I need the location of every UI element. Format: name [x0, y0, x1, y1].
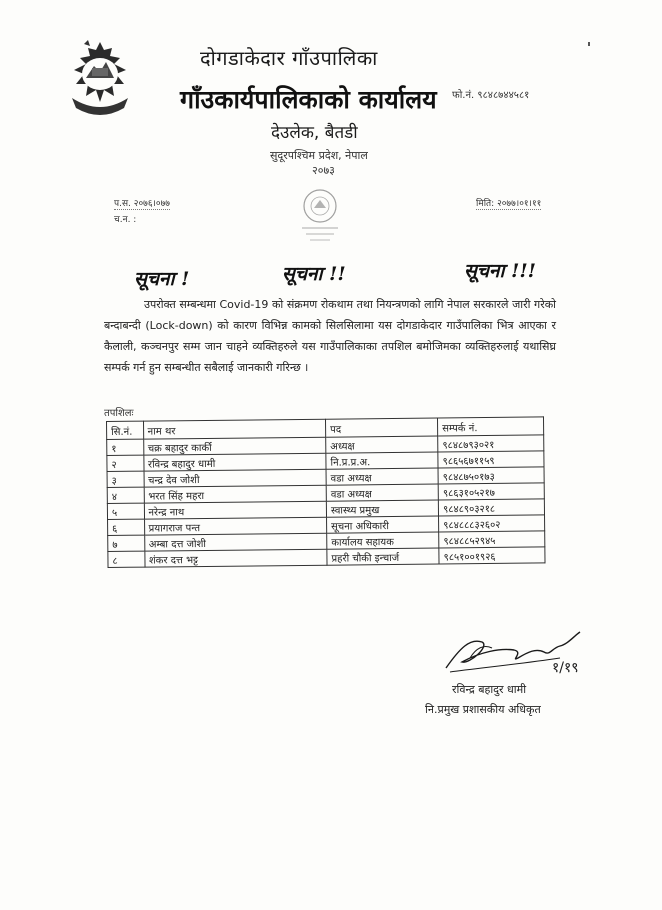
established-year: २०७३ [312, 164, 335, 177]
table-label: तपशिलः [104, 408, 134, 419]
name-cell: प्रयागराज पन्त [144, 517, 327, 535]
header-name: नाम थर [143, 419, 326, 439]
serial-cell: ६ [108, 519, 145, 535]
contact-table [106, 416, 546, 568]
position-cell: वडा अध्यक्ष [326, 468, 438, 485]
serial-cell: ७ [108, 535, 145, 551]
letter-reference-number: प.स. २०७६।०७७ [114, 196, 170, 210]
position-cell: कार्यालय सहायक [327, 532, 439, 549]
position-cell: प्रहरी चौकी इन्चार्ज [327, 548, 439, 565]
office-name: गाँउकार्यपालिकाको कार्यालय [180, 85, 437, 114]
signatory-title: नि.प्रमुख प्रशासकीय अधिकृत [425, 703, 541, 716]
position-cell: स्वास्थ्य प्रमुख [326, 500, 438, 517]
position-cell: सूचना अधिकारी [327, 516, 439, 533]
government-emblem-icon [64, 38, 136, 116]
office-location: देउलेक, बैतडी [271, 123, 358, 143]
serial-cell: ८ [108, 551, 145, 567]
signatory-name: रविन्द्र बहादुर धामी [452, 683, 527, 696]
name-cell: रविन्द्र बहादुर धामी [143, 453, 326, 471]
name-cell: शंकर दत्त भट्ट [144, 549, 327, 567]
dispatch-number: च.न. : [114, 215, 137, 225]
header-position: पद [325, 418, 437, 437]
table-row [108, 547, 545, 568]
name-cell: अम्बा दत्त जोशी [144, 533, 327, 551]
province-name: सुदूरपश्चिम प्रदेश, नेपाल [270, 149, 368, 162]
letter-date: मिति: २०७७।०१।११ [476, 196, 541, 210]
contact-cell: ९८६३१०५२१७ [438, 483, 544, 500]
contact-cell: ९८४८७५०१७३ [438, 467, 544, 484]
office-stamp-icon [290, 184, 350, 248]
position-cell: नि.प्र.प्र.अ. [326, 452, 438, 469]
ink-speck [588, 42, 590, 46]
notice-body-text: उपरोक्त सम्बन्धमा Covid-19 को संक्रमण रोकथाम तथा नियन्त्रणको लागि नेपाल सरकारले जारी गरेको बन्दाबन्दी (Lock-down) को कारण विभिन्न कामको सिलसिलामा यस दोगडाकेदार गाउँपालिका भित्र आएका र कैलाली, कञ्चनपुर सम्म जान चाहने व्यक्तिहरुले यस गाउँपालिकाका तपशिल बमोजिमका व्यक्तिहरुलाई यथासिघ्र सम्पर्क गर्न हुन सम्बन्धीत सबैलाई जानकारी गरिन्छ । [104, 298, 556, 374]
contact-cell: ९८४८९०३२१८ [439, 499, 545, 516]
position-cell: वडा अध्यक्ष [326, 484, 438, 501]
notice-body [104, 294, 556, 378]
contact-cell: ९८६५६७११५९ [438, 451, 544, 468]
contact-cell: ९८४८८५२९४५ [439, 531, 545, 548]
serial-cell: ५ [107, 503, 144, 519]
notice-heading-1: सूचना ! [134, 268, 190, 290]
header-contact: सम्पर्क नं. [438, 417, 544, 436]
serial-cell: ३ [107, 471, 144, 487]
name-cell: नरेन्द्र नाथ [144, 501, 327, 519]
phone-number: फो.नं. ९८४८७४४५८१ [452, 90, 530, 101]
serial-cell: १ [107, 439, 144, 455]
notice-heading-3: सूचना !!! [464, 260, 537, 282]
notice-heading-2: सूचना !! [282, 263, 346, 285]
signature-date-mark: १/१९ [552, 660, 579, 676]
contact-cell: ९८४८८८३२६०२ [439, 515, 545, 532]
contact-cell: ९८५१००१९२६ [439, 547, 545, 564]
name-cell: चन्द्र देव जोशी [144, 469, 327, 487]
name-cell: चक्र बहादुर कार्की [143, 437, 326, 455]
serial-cell: २ [107, 455, 144, 471]
municipality-name: दोगडाकेदार गाँउपालिका [200, 46, 378, 70]
position-cell: अध्यक्ष [326, 436, 438, 453]
handwritten-signature-icon [440, 618, 600, 680]
name-cell: भरत सिंह महरा [144, 485, 327, 503]
header-serial: सि.नं. [107, 421, 144, 439]
contact-cell: ९८४८७९३०२१ [438, 435, 544, 452]
serial-cell: ४ [107, 487, 144, 503]
